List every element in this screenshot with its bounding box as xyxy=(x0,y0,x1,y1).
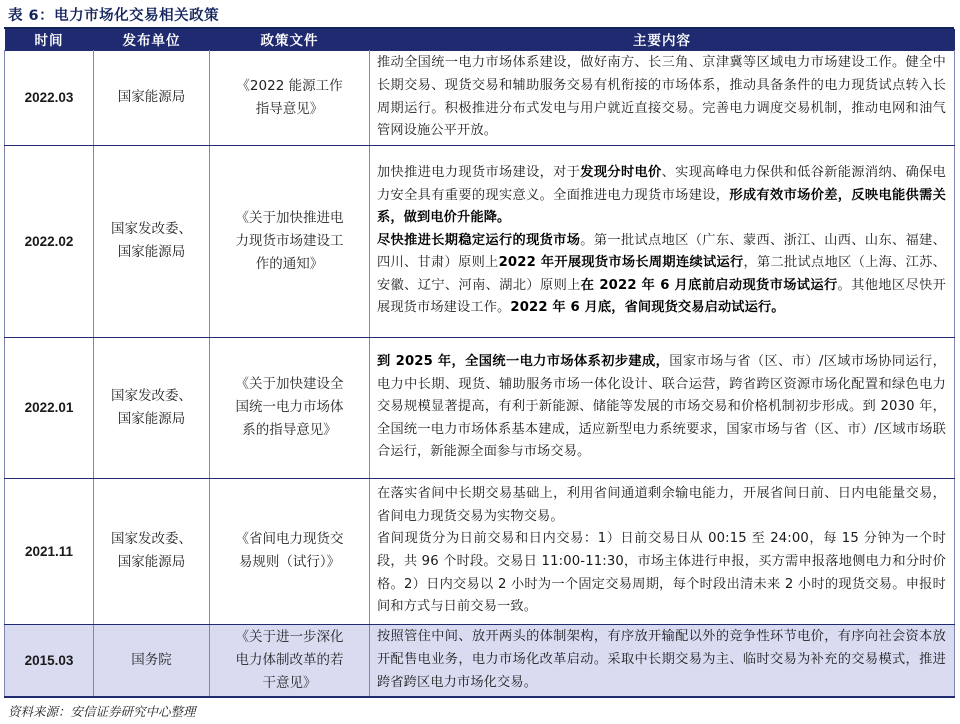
content-text: ，第二批试点地区（上海、江苏、安徽、辽宁、河南、湖北）原则上 xyxy=(377,255,946,293)
content-text: 加快推进电力现货市场建设，对于 xyxy=(377,164,581,180)
document-line: 《关于进一步深化 xyxy=(235,628,344,645)
table-row xyxy=(5,478,955,624)
document-line: 作的通知》 xyxy=(255,255,324,272)
header-issuer: 发布单位 xyxy=(94,29,210,50)
row-date: 2022.02 xyxy=(5,145,94,337)
document-line: 国统一电力市场体 xyxy=(235,399,344,415)
content-emphasis: 形成有效市场价差，反映电能供需关系，做到电价升能降。 xyxy=(377,187,946,226)
row-policy-document xyxy=(210,624,370,697)
content-emphasis: 尽快推进长期稳定运行的现货市场 xyxy=(377,232,581,248)
document-line: 《2022 能源工作 xyxy=(236,77,343,94)
row-policy-document xyxy=(210,478,370,624)
row-main-content xyxy=(370,337,955,478)
header-document: 政策文件 xyxy=(210,29,370,50)
content-text: 、实现高峰电力保供和低谷新能源消纳、确保电力安全具有重要的现实意义。全面推进电力现货市场建设， xyxy=(377,164,947,203)
header-content: 主要内容 xyxy=(370,29,955,50)
policy-table xyxy=(4,29,955,698)
row-issuer xyxy=(94,337,210,478)
table-row xyxy=(5,145,955,337)
row-issuer xyxy=(94,624,210,697)
row-issuer xyxy=(94,50,210,145)
content-emphasis: 在 2022 年 6 月底前启动现货市场试运行 xyxy=(580,277,838,293)
content-emphasis: 2022 年 6 月底，省间现货交易启动试运行。 xyxy=(510,300,785,316)
content-emphasis: 2022 年开展现货市场长周期连续试运行 xyxy=(498,255,744,271)
row-date: 2021.11 xyxy=(5,478,94,624)
table-row xyxy=(5,50,955,145)
row-main-content xyxy=(370,624,955,697)
issuer-line: 国家发改委、 xyxy=(111,387,192,404)
issuer-line: 国家发改委、 xyxy=(111,221,192,237)
content-emphasis: 到 2025 年，全国统一电力市场体系初步建成， xyxy=(377,354,670,370)
content-text: 。第一批试点地区（广东、蒙西、浙江、山西、山东、福建、四川、甘肃）原则上 xyxy=(377,232,946,271)
document-line: 系的指导意见》 xyxy=(242,422,337,438)
table-caption: 表 6：电力市场化交易相关政策 xyxy=(8,8,220,24)
content-text: 在落实省间中长期交易基础上，利用省间通道剩余输电能力，开展省间日前、日内电能量交易，省间电力现货交易为实物交易。 xyxy=(377,486,946,524)
issuer-line: 国家能源局 xyxy=(117,244,186,260)
content-text: 国家市场与省（区、市）/区域市场协同运行，电力中长期、现货、辅助服务市场一体化设计、联合运营，跨省跨区资源市场化配置和绿色电力交易规模显著提高，有利于新能源、储能等发展的市场交易和价格机制初步形成。到 2030 年，全国统一电力市场体系基本建成，适应新型电力系统要求，国家市场与省（区、市）/区域市场联合运行，新能源全面参与市场交易。 xyxy=(377,354,947,460)
row-issuer xyxy=(94,478,210,624)
source-note: 资料来源：安信证券研究中心整理 xyxy=(8,704,196,719)
table-row xyxy=(5,337,955,478)
content-text: 。其他地区尽快开展现货市场建设工作。 xyxy=(377,277,946,316)
row-date: 2022.03 xyxy=(5,50,94,145)
document-line: 《关于加快建设全 xyxy=(235,376,344,392)
document-line: 干意见》 xyxy=(262,674,317,691)
row-issuer xyxy=(94,145,210,337)
issuer-line: 国家能源局 xyxy=(117,410,186,427)
document-line: 易规则（试行）》 xyxy=(238,554,341,570)
issuer-line: 国家能源局 xyxy=(117,554,186,570)
issuer-line: 国家发改委、 xyxy=(111,531,192,547)
document-line: 力现货市场建设工 xyxy=(235,232,344,249)
document-line: 《省间电力现货交 xyxy=(235,531,344,547)
document-line: 《关于加快推进电 xyxy=(235,209,344,226)
table-body xyxy=(5,50,955,697)
row-policy-document xyxy=(210,337,370,478)
row-main-content xyxy=(370,478,955,624)
issuer-line: 国务院 xyxy=(131,651,172,668)
content-text: 按照管住中间、放开两头的体制架构，有序放开输配以外的竞争性环节电价，有序向社会资本放开配售电业务，电力市场化改革启动。采取中长期交易为主、临时交易为补充的交易模式，推进跨省跨区电力市场化交易。 xyxy=(377,629,946,690)
table-row xyxy=(5,624,955,697)
content-text: 省间现货分为日前交易和日内交易：1）日前交易日从 00:15 至 24:00，每 15 分钟为一个时段，共 96 个时段。交易日 11:00-11:30，市场主体进行申报，买方需申报落地侧电力和分时价格。2）日内交易以 2 小时为一个固定交易周期，每个时段出清未来 2 小时的现货交易。申报时间和方式与日前交易一致。 xyxy=(377,531,946,615)
row-main-content xyxy=(370,50,955,145)
table-header-row xyxy=(5,29,955,50)
content-text: 推动全国统一电力市场体系建设，做好南方、长三角、京津冀等区域电力市场建设工作。健全中长期交易、现货交易和辅助服务交易有机衔接的市场体系，推动具备条件的电力现货试点转入长周期运行。积极推进分布式发电与用户就近直接交易。完善电力调度交易机制，推动电网和油气管网设施公平开放。 xyxy=(377,55,946,139)
row-date: 2022.01 xyxy=(5,337,94,478)
header-date: 时间 xyxy=(5,29,94,50)
row-date: 2015.03 xyxy=(5,624,94,697)
issuer-line: 国家能源局 xyxy=(117,89,186,105)
row-policy-document xyxy=(210,50,370,145)
row-main-content xyxy=(370,145,955,337)
row-policy-document xyxy=(210,145,370,337)
content-emphasis: 发现分时电价 xyxy=(580,164,662,180)
document-line: 指导意见》 xyxy=(255,100,324,117)
document-line: 电力体制改革的若 xyxy=(235,651,344,668)
